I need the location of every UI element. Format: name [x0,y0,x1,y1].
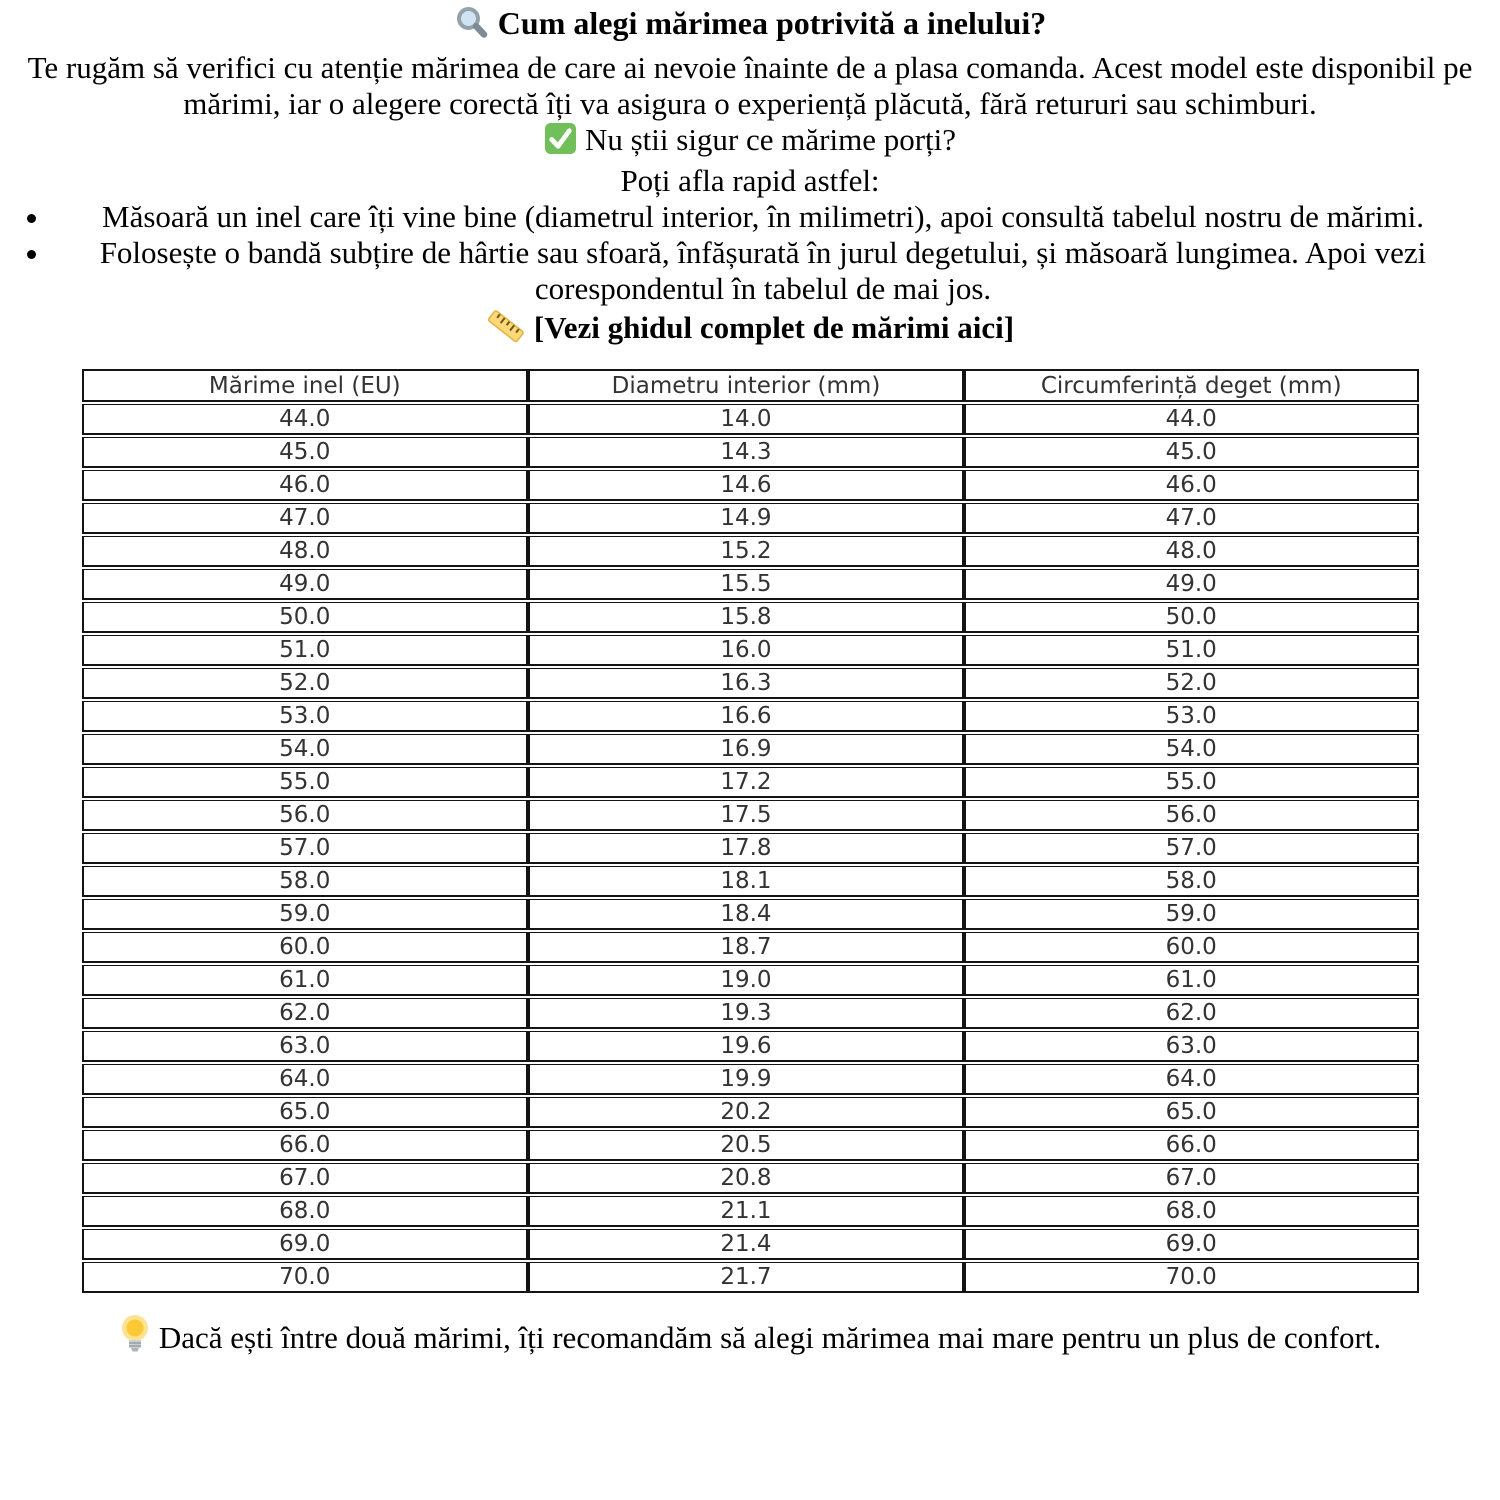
table-row [82,932,1419,963]
table-cell: 45.0 [82,437,529,468]
table-row [82,1229,1419,1260]
table-cell: 64.0 [964,1064,1419,1095]
measure-methods-list [0,199,1500,307]
table-cell: 52.0 [964,668,1419,699]
table-row [82,503,1419,534]
table-cell: 69.0 [964,1229,1419,1260]
table-cell: 15.8 [528,602,964,633]
page-title-text: Cum alegi mărimea potrivită a inelului? [497,5,1047,41]
ruler-icon [486,307,526,355]
table-cell: 18.7 [528,932,964,963]
table-row [82,437,1419,468]
table-cell: 15.5 [528,569,964,600]
table-cell: 17.2 [528,767,964,798]
table-row [82,965,1419,996]
table-cell: 14.3 [528,437,964,468]
table-cell: 61.0 [82,965,529,996]
table-cell: 44.0 [82,404,529,435]
table-cell: 60.0 [964,932,1419,963]
table-cell: 56.0 [964,800,1419,831]
table-cell: 51.0 [82,635,529,666]
table-row [82,635,1419,666]
table-row [82,899,1419,930]
table-cell: 67.0 [82,1163,529,1194]
table-cell: 21.4 [528,1229,964,1260]
table-cell: 46.0 [82,470,529,501]
table-cell: 53.0 [964,701,1419,732]
column-header-inner-diameter: Diametru interior (mm) [528,369,964,402]
table-cell: 21.7 [528,1262,964,1293]
magnifier-icon [454,5,490,50]
table-cell: 48.0 [82,536,529,567]
list-item [52,199,1474,235]
table-row [82,1031,1419,1062]
table-cell: 16.9 [528,734,964,765]
table-cell: 66.0 [82,1130,529,1161]
table-cell: 67.0 [964,1163,1419,1194]
table-cell: 53.0 [82,701,529,732]
table-cell: 19.6 [528,1031,964,1062]
table-cell: 18.1 [528,866,964,897]
table-row [82,1163,1419,1194]
table-cell: 55.0 [82,767,529,798]
sizing-question-text: Nu știi sigur ce mărime porți? [584,122,957,157]
table-row [82,404,1419,435]
table-cell: 20.8 [528,1163,964,1194]
sizing-question [0,122,1500,163]
lead-in-text: Poți afla rapid astfel: [620,163,880,198]
table-cell: 54.0 [82,734,529,765]
table-cell: 14.0 [528,404,964,435]
table-row [82,668,1419,699]
table-cell: 54.0 [964,734,1419,765]
table-cell: 59.0 [82,899,529,930]
table-cell: 44.0 [964,404,1419,435]
table-cell: 62.0 [964,998,1419,1029]
table-cell: 65.0 [82,1097,529,1128]
table-cell: 47.0 [82,503,529,534]
intro-paragraph: Te rugăm să verifici cu atenție mărimea de care ai nevoie înainte de a plasa comanda. Acest model este disponibil pe mărimi, iar o alegere corectă îți va asigura o experiență plăcută, fără retururi sau schimburi. [27,50,1473,121]
table-cell: 14.6 [528,470,964,501]
table-cell: 19.9 [528,1064,964,1095]
table-cell: 56.0 [82,800,529,831]
table-cell: 65.0 [964,1097,1419,1128]
table-row [82,470,1419,501]
table-cell: 63.0 [82,1031,529,1062]
table-cell: 19.0 [528,965,964,996]
table-cell: 15.2 [528,536,964,567]
method-text: Măsoară un inel care îți vine bine (diametrul interior, în milimetri), apoi consultă tabelul nostru de mărimi. [102,199,1424,234]
bulb-icon [119,1313,151,1363]
table-row [82,1262,1419,1293]
table-cell: 68.0 [82,1196,529,1227]
table-cell: 61.0 [964,965,1419,996]
table-row [82,602,1419,633]
list-item [52,235,1474,307]
table-cell: 20.2 [528,1097,964,1128]
table-cell: 70.0 [964,1262,1419,1293]
table-cell: 52.0 [82,668,529,699]
table-cell: 57.0 [964,833,1419,864]
column-header-ring-size: Mărime inel (EU) [82,369,529,402]
table-row [82,536,1419,567]
table-cell: 19.3 [528,998,964,1029]
table-cell: 49.0 [82,569,529,600]
size-guide-link[interactable] [0,307,1500,355]
size-table [82,367,1419,1295]
table-row [82,1097,1419,1128]
table-cell: 64.0 [82,1064,529,1095]
table-cell: 57.0 [82,833,529,864]
table-cell: 17.8 [528,833,964,864]
table-row [82,1130,1419,1161]
table-row [82,734,1419,765]
table-cell: 45.0 [964,437,1419,468]
table-row [82,866,1419,897]
table-cell: 17.5 [528,800,964,831]
table-row [82,701,1419,732]
table-cell: 62.0 [82,998,529,1029]
footer-tip [0,1313,1500,1363]
footer-tip-text: Dacă ești între două mărimi, îți recomandăm să alegi mărimea mai mare pentru un plus de confort. [158,1320,1382,1355]
table-cell: 69.0 [82,1229,529,1260]
table-cell: 58.0 [82,866,529,897]
size-table-body [82,404,1419,1293]
table-cell: 59.0 [964,899,1419,930]
table-row [82,1196,1419,1227]
table-cell: 58.0 [964,866,1419,897]
table-row [82,800,1419,831]
check-icon [544,122,577,163]
table-cell: 16.6 [528,701,964,732]
table-cell: 14.9 [528,503,964,534]
table-cell: 68.0 [964,1196,1419,1227]
table-cell: 20.5 [528,1130,964,1161]
table-cell: 49.0 [964,569,1419,600]
table-cell: 16.0 [528,635,964,666]
table-cell: 16.3 [528,668,964,699]
table-cell: 21.1 [528,1196,964,1227]
size-table-head [82,369,1419,402]
table-row [82,1064,1419,1095]
table-cell: 18.4 [528,899,964,930]
size-guide-link-text: [Vezi ghidul complet de mărimi aici] [533,310,1015,345]
table-row [82,569,1419,600]
column-header-finger-circumference: Circumferință deget (mm) [964,369,1419,402]
table-row [82,767,1419,798]
table-row [82,833,1419,864]
table-cell: 55.0 [964,767,1419,798]
header-row [82,369,1419,402]
method-text: Folosește o bandă subțire de hârtie sau sfoară, înfășurată în jurul degetului, și măsoară lungimea. Apoi vezi corespondentul în tabelul de mai jos. [99,235,1427,306]
table-cell: 70.0 [82,1262,529,1293]
table-cell: 60.0 [82,932,529,963]
table-cell: 48.0 [964,536,1419,567]
table-cell: 46.0 [964,470,1419,501]
table-cell: 50.0 [82,602,529,633]
table-cell: 63.0 [964,1031,1419,1062]
table-cell: 66.0 [964,1130,1419,1161]
table-cell: 50.0 [964,602,1419,633]
table-row [82,998,1419,1029]
page-title [0,3,1500,50]
table-cell: 51.0 [964,635,1419,666]
table-cell: 47.0 [964,503,1419,534]
